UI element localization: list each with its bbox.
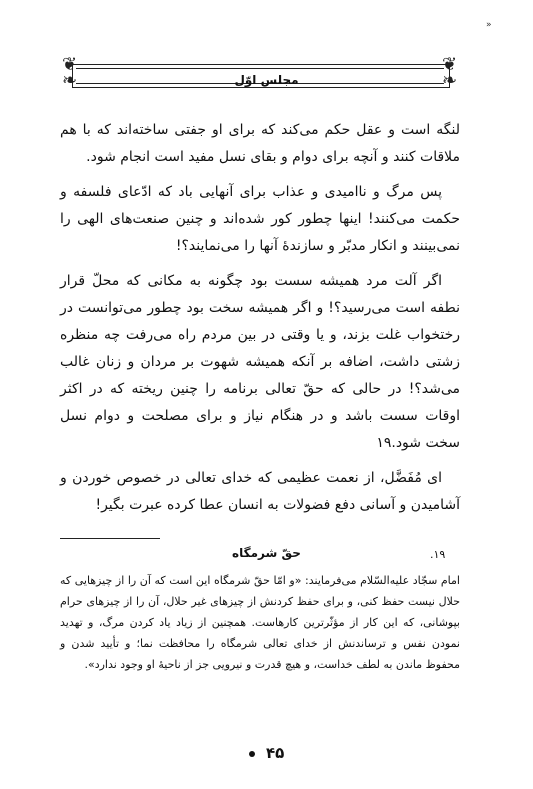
ornament-top-right-icon: ❦ — [442, 54, 458, 75]
main-text — [60, 117, 460, 527]
paragraph-4: ای مُفَضَّل، از نعمت عظیمی که خدای تعالی در خصوص خوردن و آشامیدن و آسانی دفع فضولات به انسان عطا کرده عبرت بگیر! — [60, 470, 460, 513]
paragraph-1: لنگه است و عقل حکم می‌کند که برای او جفتی ساخته‌اند که با هم ملاقات کنند و آنچه برای دوام و بقای نسل مفید است انجام شود. — [60, 122, 460, 165]
page-number: ۴۵ — [265, 744, 285, 762]
footnote-number: ۱۹. — [430, 548, 446, 561]
bullet-icon — [249, 751, 255, 757]
chapter-title: مجلس اوّل — [234, 73, 299, 87]
footnote-text: امام سجّاد علیه‌السّلام می‌فرمایند: «و امّا حقّ شرمگاه این است که آن را از چیزهایی که حلال نیست حفظ کنی، و برای حفظ کردنش از چیزهای غیر حلال، آن را از چیزهای حرام بپوشانی، که این کار از مؤثّرترین کارهاست. همچنین از زیاد یاد کردن مرگ، و تهدید نمودن نفس و ترساندنش از خدای تعالی شرمگاه را محافظت نما؛ و تأیید شدن و محفوظ ماندن به لطف خداست، و هیچ قدرت و نیرویی جز از ناحیهٔ او وجود ندارد». — [60, 574, 460, 671]
page-number-container — [0, 744, 533, 762]
footnote-separator — [60, 538, 160, 539]
ornament-bottom-left-icon: ❧ — [62, 70, 78, 91]
paragraph-2: پس مرگ و ناامیدی و عذاب برای آنهایی باد که ادّعای فلسفه و حکمت می‌کنند! اینها چطور کور شده‌اند و چنین صنعت‌های الهی را نمی‌بینند و انکار مدبّر و سازندهٔ آنها را می‌نمایند؟! — [60, 184, 460, 254]
paragraph-3: اگر آلت مرد همیشه سست بود چگونه به مکانی که محلّ قرار نطفه است می‌رسید؟! و اگر همیشه سخت بود چطور می‌توانست در رختخواب غلت بزند، و یا وقتی در بین مردم راه می‌رفت چه منظره زشتی داشت، اضافه بر آنکه همیشه شهوت بر مردان و زنان غالب می‌شد؟! در حالی که حقّ تعالی برنامه را چنین ریخته که در اکثر اوقات سست باشد و در هنگام نیاز و برای مصلحت و دوام نسل سخت شود.۱۹ — [60, 273, 460, 451]
corner-mark: » — [486, 20, 492, 30]
ornament-bottom-right-icon: ❧ — [442, 70, 458, 91]
footnote-title: حقّ شرمگاه — [232, 546, 301, 560]
ornament-top-left-icon: ❦ — [62, 54, 78, 75]
